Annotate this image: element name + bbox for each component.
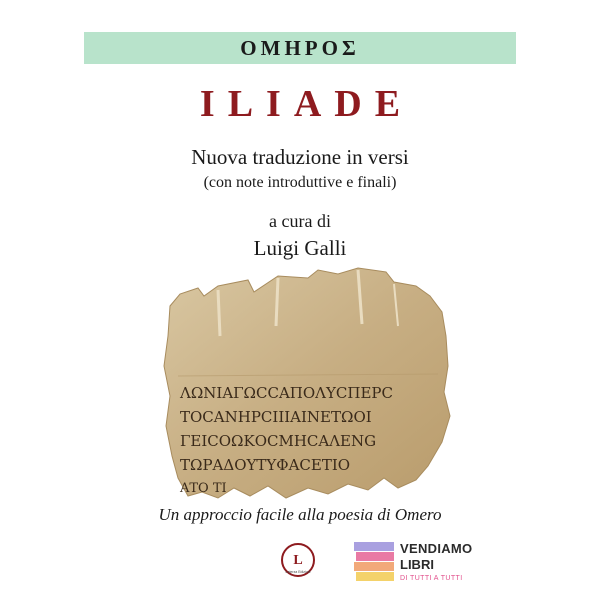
papyrus-line-5: ΑΤΟ ΤΙ [180,481,227,496]
vendiamo-line2: LIBRI [400,557,434,572]
vendiamo-line1: VENDIAMO [400,541,473,556]
edited-by-label: a cura di [269,211,331,231]
book-title: ILIADE [199,83,414,125]
papyrus-line-1: ΛΩΝΙΑΓΩCCΑΠΟΛΥCΠΕΡC [180,384,393,402]
subtitle-note: (con note introduttive e finali) [203,174,397,191]
svg-text:L: L [293,553,303,568]
publisher-logo [280,542,316,578]
papyrus-line-4: ΤΩΡΑΔΟΥΤΥΦΑCΕΤΙΟ [180,456,351,474]
books-stack-icon [354,538,396,584]
papyrus-image [158,266,458,502]
vendiamo-libri-logo [354,538,494,590]
editor-name: Luigi Galli [253,236,347,260]
papyrus-line-2: ΤΟCΑΝΗΡCΙΙΙΑΙΝΕΤΩΟΙ [180,408,372,426]
author-band: ΟΜΗΡΟΣ [84,32,516,64]
vendiamo-line3: DI TUTTI A TUTTI [400,575,463,582]
book-subtitle: Nuova traduzione in versi [191,145,409,169]
papyrus-line-3: ΓΕΙCΟΩΚΟCΜΗCΑΛΕΝG [180,432,377,450]
book-cover [84,32,516,600]
cover-tagline: Un approccio facile alla poesia di Omero [158,505,442,524]
publisher-logo-text: Laterza Edizioni [285,570,311,574]
